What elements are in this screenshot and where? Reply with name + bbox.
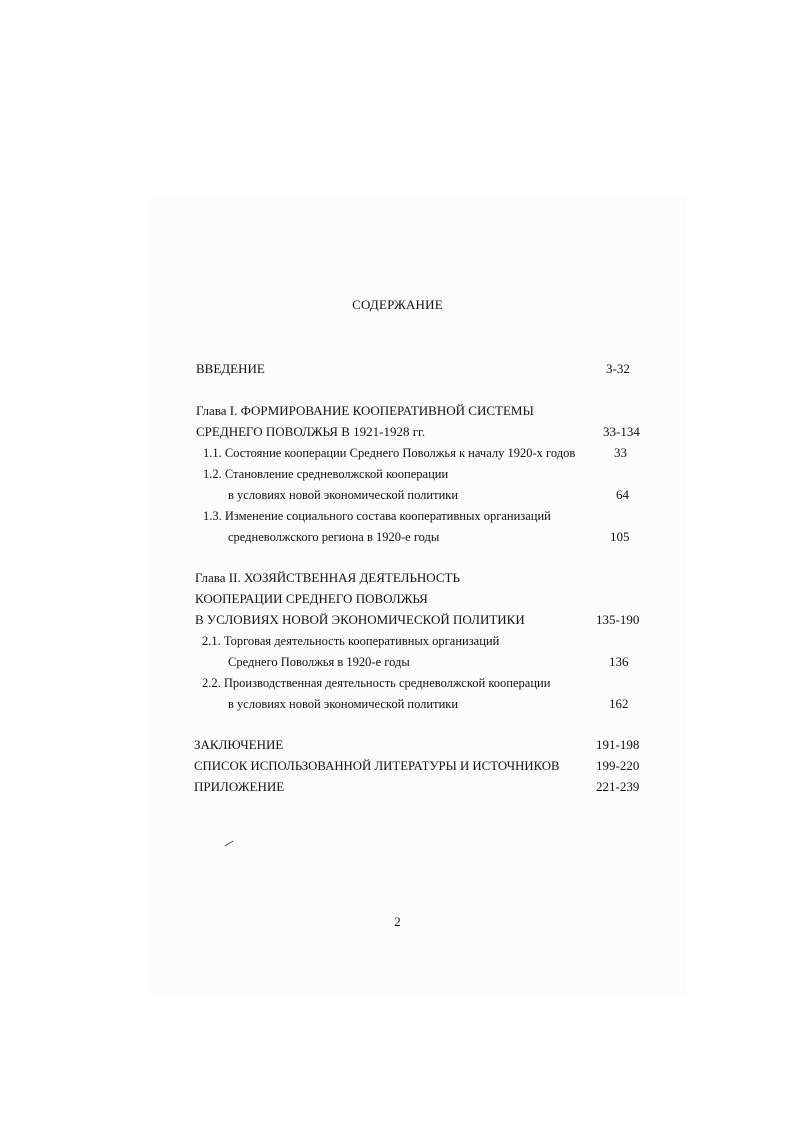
toc-page-section-2-1: 136 bbox=[609, 654, 629, 669]
toc-section-1-2-line1: 1.2. Становление средневолжской кооперации bbox=[203, 467, 449, 481]
toc-page-section-2-2: 162 bbox=[609, 696, 629, 711]
toc-section-2-1-line1: 2.1. Торговая деятельность кооперативных организаций bbox=[202, 634, 500, 648]
toc-chapter-1-title-line2: СРЕДНЕГО ПОВОЛЖЬЯ В 1921-1928 гг. bbox=[196, 424, 426, 439]
toc-chapter-2-title-line1: Глава II. ХОЗЯЙСТВЕННАЯ ДЕЯТЕЛЬНОСТЬ bbox=[195, 570, 460, 585]
toc-entry-bibliography: СПИСОК ИСПОЛЬЗОВАННОЙ ЛИТЕРАТУРЫ И ИСТОЧНИКОВ bbox=[194, 759, 560, 773]
page-title: СОДЕРЖАНИЕ bbox=[352, 297, 443, 312]
toc-section-1-1: 1.1. Состояние кооперации Среднего Поволжья к началу 1920-х годов bbox=[203, 446, 576, 460]
toc-page-intro: 3-32 bbox=[606, 361, 630, 376]
toc-page-bibliography: 199-220 bbox=[596, 758, 640, 773]
toc-entry-conclusion: ЗАКЛЮЧЕНИЕ bbox=[194, 737, 284, 752]
toc-page-section-1-3: 105 bbox=[610, 529, 630, 544]
toc-section-2-2-line1: 2.2. Производственная деятельность средневолжской кооперации bbox=[202, 676, 551, 690]
page-number: 2 bbox=[394, 914, 401, 929]
toc-section-1-3-line1: 1.3. Изменение социального состава кооперативных организаций bbox=[203, 509, 551, 523]
toc-section-1-3-line2: средневолжского региона в 1920-е годы bbox=[228, 530, 440, 544]
toc-entry-appendix: ПРИЛОЖЕНИЕ bbox=[194, 779, 285, 794]
toc-page-appendix: 221-239 bbox=[596, 779, 640, 794]
toc-page-chapter-1: 33-134 bbox=[603, 424, 640, 439]
toc-page-conclusion: 191-198 bbox=[596, 737, 640, 752]
toc-page-chapter-2: 135-190 bbox=[596, 612, 640, 627]
toc-section-2-2-line2: в условиях новой экономической политики bbox=[228, 697, 459, 711]
toc-chapter-2-title-line2: КООПЕРАЦИИ СРЕДНЕГО ПОВОЛЖЬЯ bbox=[195, 591, 428, 606]
toc-entry-intro: ВВЕДЕНИЕ bbox=[196, 361, 265, 376]
toc-page-section-1-2: 64 bbox=[616, 487, 629, 502]
toc-chapter-2-title-line3: В УСЛОВИЯХ НОВОЙ ЭКОНОМИЧЕСКОЙ ПОЛИТИКИ bbox=[195, 612, 525, 627]
toc-section-1-2-line2: в условиях новой экономической политики bbox=[228, 488, 459, 502]
toc-chapter-1-title-line1: Глава I. ФОРМИРОВАНИЕ КООПЕРАТИВНОЙ СИСТЕМЫ bbox=[196, 403, 534, 418]
toc-section-2-1-line2: Среднего Поволжья в 1920-е годы bbox=[228, 655, 410, 669]
toc-page-section-1-1: 33 bbox=[614, 445, 627, 460]
